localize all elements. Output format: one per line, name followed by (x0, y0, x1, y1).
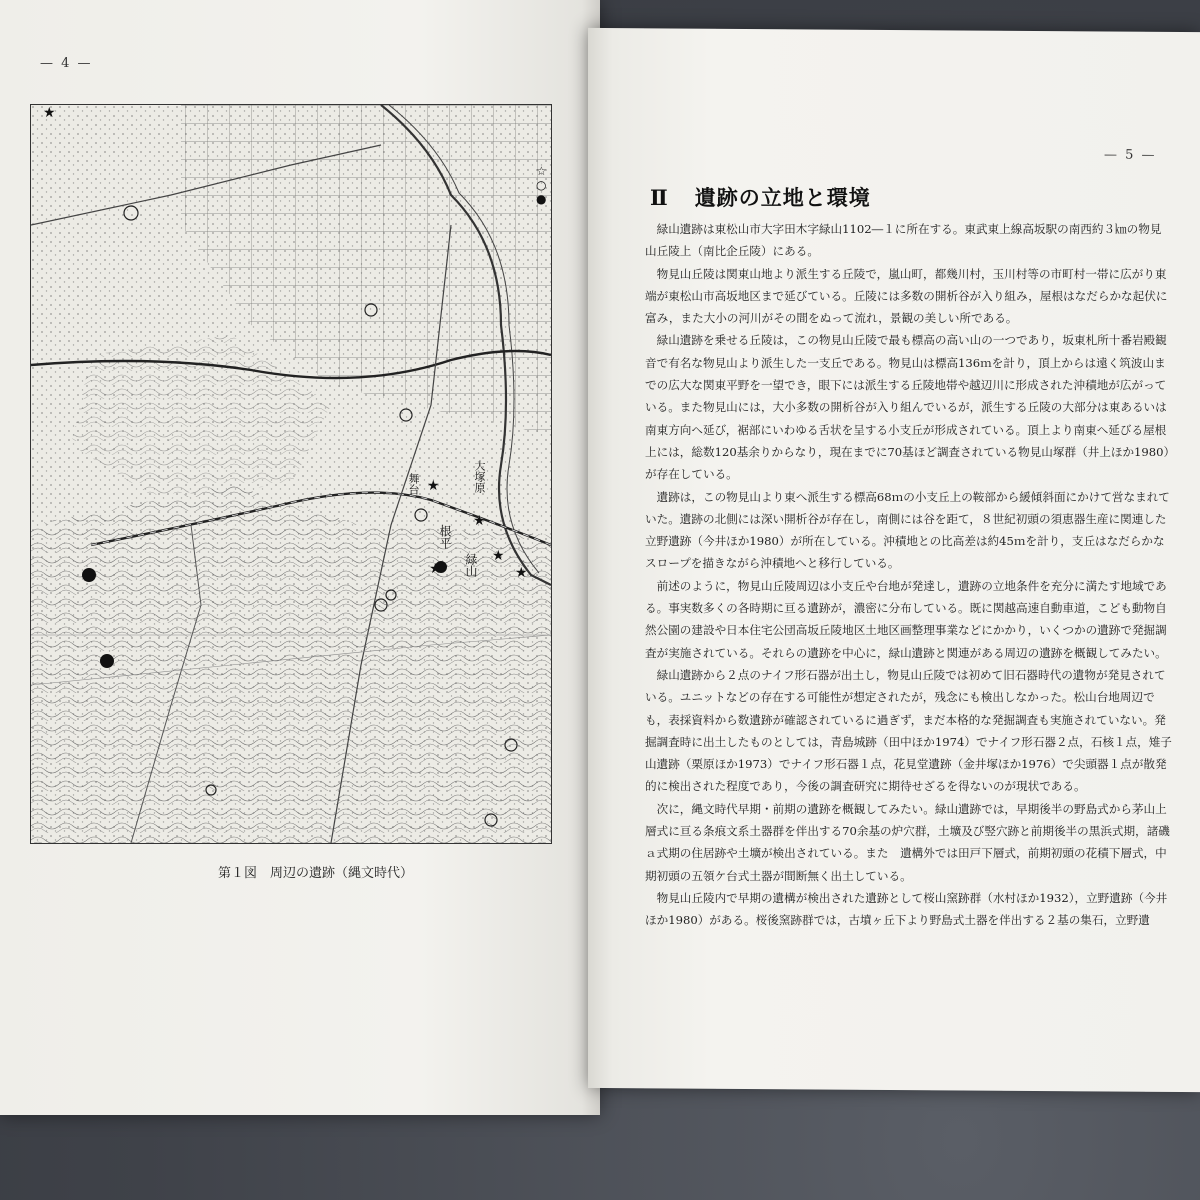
paragraph: 前述のように，物見山丘陵周辺は小支丘や台地が発達し，遺跡の立地条件を充分に満たす地域である。事実数多くの各時期に亘る遺跡が，濃密に分布している。既に関越高速自動車道，こども動物自然公園の建設や日本住宅公団高坂丘陵地区土地区画整理事業などにかかり，いくつかの遺跡で発掘調査が実施されている。それらの遺跡を中心に，緑山遺跡と関連がある周辺の遺跡を概観してみたい。 (645, 578, 1167, 660)
svg-text:★: ★ (429, 561, 442, 577)
svg-text:★: ★ (427, 478, 440, 494)
site-distribution-map (30, 104, 552, 844)
map-label-site-b: 緑山 (464, 553, 478, 577)
map-label-site-d: 舞台 (407, 473, 420, 495)
paragraph: 緑山遺跡を乗せる丘陵は，この物見山丘陵で最も標高の高い山の一つであり，坂東札所十番岩殿観音で有名な物見山より派生した一支丘である。物見山は標高136ｍを計り，頂上からは遠く筑波山までの広大な関東平野を一望でき，眼下には派生する丘陵地帯や越辺川に形成された沖積地が広がっている。また物見山には，大小多数の開析谷が入り組んでいるが，派生する丘陵の大部分は東あるいは南東方向へ延び，裾部にいわゆる舌状を呈する小支丘が形成されている。頂上より南東へ延びる屋根上には，総数120基余りからなり，現在までに70基ほど調査されている物見山塚群（井上ほか1980）が存在している。 (645, 333, 1170, 482)
body-text (645, 218, 1173, 932)
svg-text:★: ★ (473, 513, 486, 529)
paragraph: 遺跡は，この物見山より東へ派生する標高68ｍの小支丘上の鞍部から緩傾斜面にかけて営なまれていた。遺跡の北側には深い開析谷が存在し，南側には谷を距て，８世紀初頭の須恵器生産に関連した立野遺跡（今井ほか1980）が所在している。沖積地との比高差は約45ｍを計り，支丘はなだらかなスロープを描きながら沖積地へと移行している。 (645, 489, 1170, 571)
map-label-site-a: 根平 (438, 525, 452, 549)
section-title: 遺跡の立地と環境 (694, 185, 871, 210)
svg-text:●: ● (536, 192, 547, 206)
paragraph: 物見山丘陵は関東山地より派生する丘陵で，嵐山町，都幾川村，玉川村等の市町村一帯に広がり東端が東松山市高坂地区まで延びている。丘陵には多数の開析谷が入り組み，屋根はなだらかな起伏に富み，また大小の河川がその間をぬって流れ，景観の美しい所である。 (645, 266, 1168, 326)
section-numeral: Ⅱ (650, 185, 669, 210)
svg-text:★: ★ (43, 105, 56, 121)
paragraph: 緑山遺跡から２点のナイフ形石器が出土し，物見山丘陵では初めて旧石器時代の遺物が発見されている。ユニットなどの存在する可能性が想定されたが，残念にも検出しなかった。松山台地周辺でも，表採資料から数遺跡が確認されているに過ぎず，まだ本格的な発掘調査も実施されていない。発掘調査時に出土したものとしては，青島城跡（田中ほか1974）でナイフ形石器２点，石核１点，雉子山遺跡（栗原ほか1973）でナイフ形石器１点，花見堂遺跡（金井塚ほか1976）で尖頭器１点が散発的に検出された程度であり，今後の調査研究に期待せざるを得ないのが現状である。 (645, 667, 1172, 794)
right-page-number: — 5 — (1104, 147, 1157, 163)
svg-text:○: ○ (536, 178, 547, 192)
paragraph: 物見山丘陵内で早期の遺構が検出された遺跡として桜山窯跡群（水村ほか1932），立野遺跡（今井ほか1980）がある。桜後窯跡群では，古墳ヶ丘下より野島式土器を伴出する２基の集石，立野遺 (645, 890, 1168, 928)
svg-text:★: ★ (515, 565, 528, 581)
left-page-number: — 4 — (40, 56, 93, 71)
paragraph: 緑山遺跡は東松山市大字田木字緑山1102―１に所在する。東武東上線高坂駅の南西約３㎞の物見山丘陵上（南比企丘陵）にある。 (645, 222, 1162, 259)
svg-text:★: ★ (492, 548, 505, 564)
svg-text:☆: ☆ (536, 164, 547, 178)
figure-caption: 第１図 周辺の遺跡（縄文時代） (218, 866, 414, 881)
section-heading (650, 182, 871, 212)
left-page (0, 0, 600, 1115)
map-label-site-c: 大塚原 (473, 460, 486, 493)
paragraph: 次に，縄文時代早期・前期の遺跡を概観してみたい。緑山遺跡では，早期後半の野島式から茅山上層式に亘る条痕文系土器群を伴出する70余基の炉穴群，土壙及び竪穴跡と前期後半の黒浜式期，諸磯ａ式期の住居跡や土壙が検出されている。また 遺構外では田戸下層式，前期初頭の花積下層式，中期初頭の五領ケ台式土器が間断無く出土している。 (645, 801, 1170, 883)
